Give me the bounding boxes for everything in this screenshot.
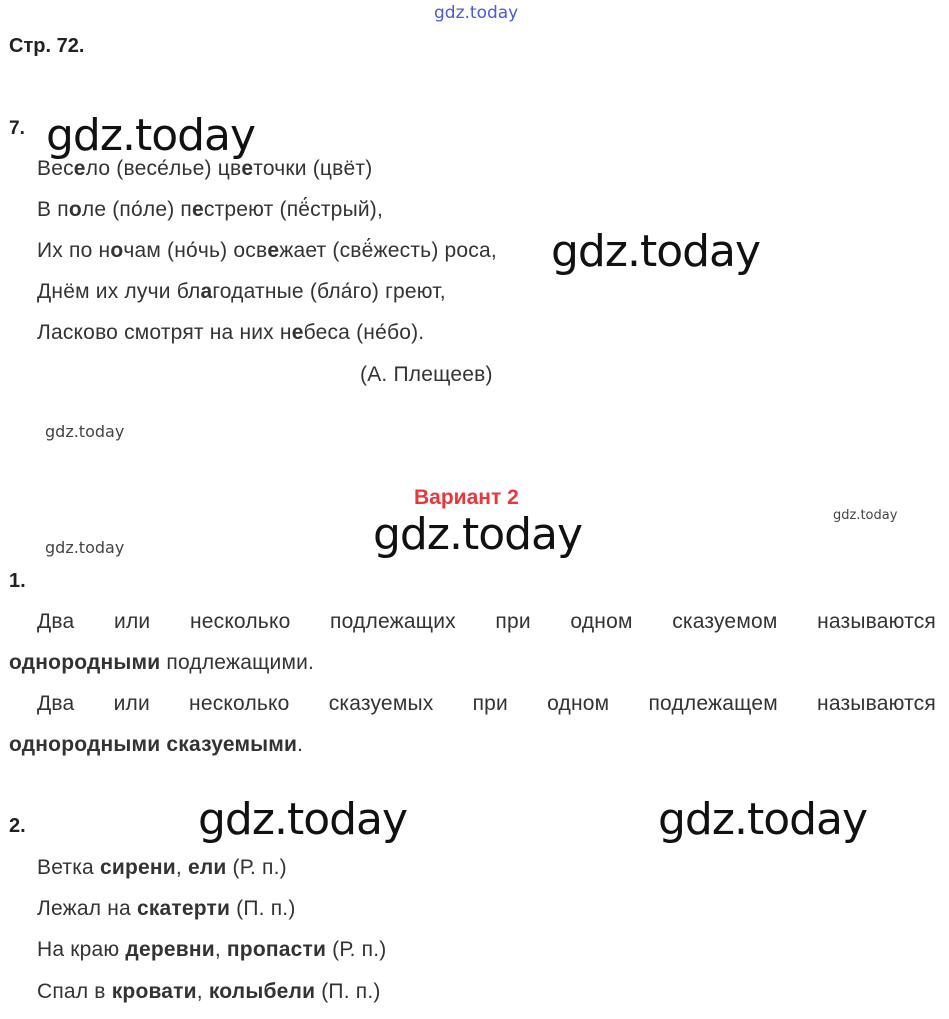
watermark-large: gdz.today (551, 226, 761, 277)
bold-fragment: скатерти (136, 897, 231, 920)
text-fragment: ло (весе́лье) цв (85, 157, 242, 180)
watermark-large: gdz.today (46, 110, 256, 161)
poem-line (37, 157, 372, 181)
word: несколько (189, 610, 291, 633)
text-fragment: чам (но́чь) осв (123, 239, 268, 262)
page-reference: Стр. 72. (9, 35, 85, 57)
word: подлежащем (648, 692, 778, 715)
text-fragment: Их по н (37, 239, 111, 262)
bold-fragment: однородными сказуемыми (9, 733, 298, 756)
example-line (37, 980, 381, 1004)
watermark-small: gdz.today (45, 422, 125, 441)
word: сказуемом (672, 610, 778, 633)
bold-fragment: колыбели (208, 980, 316, 1003)
example-line (37, 856, 287, 880)
bold-fragment: сирени (99, 856, 176, 879)
text-fragment: , (196, 980, 209, 1003)
text-fragment: На краю (37, 938, 126, 961)
text-fragment: жает (свё́жесть) роса, (279, 239, 497, 262)
task-1-paragraph-2-end (9, 733, 303, 757)
word: или (114, 610, 151, 633)
bold-fragment: а (200, 280, 213, 303)
text-fragment: Вес (37, 157, 74, 180)
task-1-paragraph-1-end (9, 651, 314, 675)
word: несколько (189, 692, 290, 715)
task-2-number: 2. (9, 815, 26, 837)
bold-fragment: о (110, 239, 124, 262)
bold-fragment: е (267, 239, 280, 262)
text-fragment: беса (не́бо). (303, 321, 425, 344)
bold-fragment: е (73, 157, 86, 180)
task-1-number: 1. (9, 570, 26, 592)
bold-fragment: о (68, 198, 82, 221)
text-fragment: Днём их лучи бл (37, 280, 201, 303)
text-fragment: точки (цвёт) (253, 157, 373, 180)
watermark-large: gdz.today (198, 794, 408, 845)
poem-line (37, 321, 424, 345)
poem-line (37, 239, 497, 263)
text-fragment: (Р. п.) (226, 856, 287, 879)
word: Два (37, 692, 75, 715)
poem-line (37, 280, 446, 304)
task-1-paragraph-2 (37, 692, 936, 716)
example-line (37, 897, 296, 921)
bold-fragment: е (192, 198, 204, 221)
text-fragment: (Р. п.) (326, 938, 387, 961)
bold-fragment: пропасти (226, 938, 327, 961)
word: называются (817, 692, 936, 715)
text-fragment: Спал в (37, 980, 112, 1003)
word: сказуемых (328, 692, 434, 715)
text-fragment: , (175, 856, 188, 879)
text-fragment: подлежащими. (160, 651, 315, 674)
word: одном (570, 610, 633, 633)
watermark-top: gdz.today (434, 3, 519, 23)
watermark-small: gdz.today (45, 538, 125, 557)
word: подлежащих (330, 610, 456, 633)
bold-fragment: е (291, 321, 304, 344)
text-fragment: , (214, 938, 227, 961)
word: при (495, 610, 531, 633)
bold-fragment: ели (187, 856, 227, 879)
text-fragment: годатные (бла́го) греют, (212, 280, 446, 303)
variant-title: Вариант 2 (414, 486, 519, 509)
text-fragment: ле (по́ле) п (81, 198, 193, 221)
bold-fragment: деревни (125, 938, 215, 961)
text-fragment: (П. п.) (315, 980, 381, 1003)
text-fragment: . (297, 733, 304, 756)
example-line (37, 938, 386, 962)
poem-line (37, 198, 383, 222)
word: или (113, 692, 150, 715)
text-fragment: стреют (пё́стрый), (203, 198, 384, 221)
watermark-large: gdz.today (658, 794, 868, 845)
bold-fragment: кровати (111, 980, 197, 1003)
word: при (472, 692, 508, 715)
poem-author: (А. Плещеев) (360, 363, 493, 386)
text-fragment: (П. п.) (230, 897, 296, 920)
watermark-large: gdz.today (373, 509, 583, 560)
text-fragment: В п (37, 198, 69, 221)
task-1-paragraph-1 (37, 610, 936, 634)
watermark-small: gdz.today (833, 508, 898, 523)
text-fragment: Ветка (37, 856, 100, 879)
bold-fragment: е (241, 157, 254, 180)
word: одном (547, 692, 610, 715)
text-fragment: Лежал на (37, 897, 137, 920)
text-fragment: Ласково смотрят на них н (37, 321, 292, 344)
task-7-number: 7. (9, 118, 25, 139)
word: Два (37, 610, 75, 633)
word: называются (817, 610, 936, 633)
bold-fragment: однородными (9, 651, 161, 674)
